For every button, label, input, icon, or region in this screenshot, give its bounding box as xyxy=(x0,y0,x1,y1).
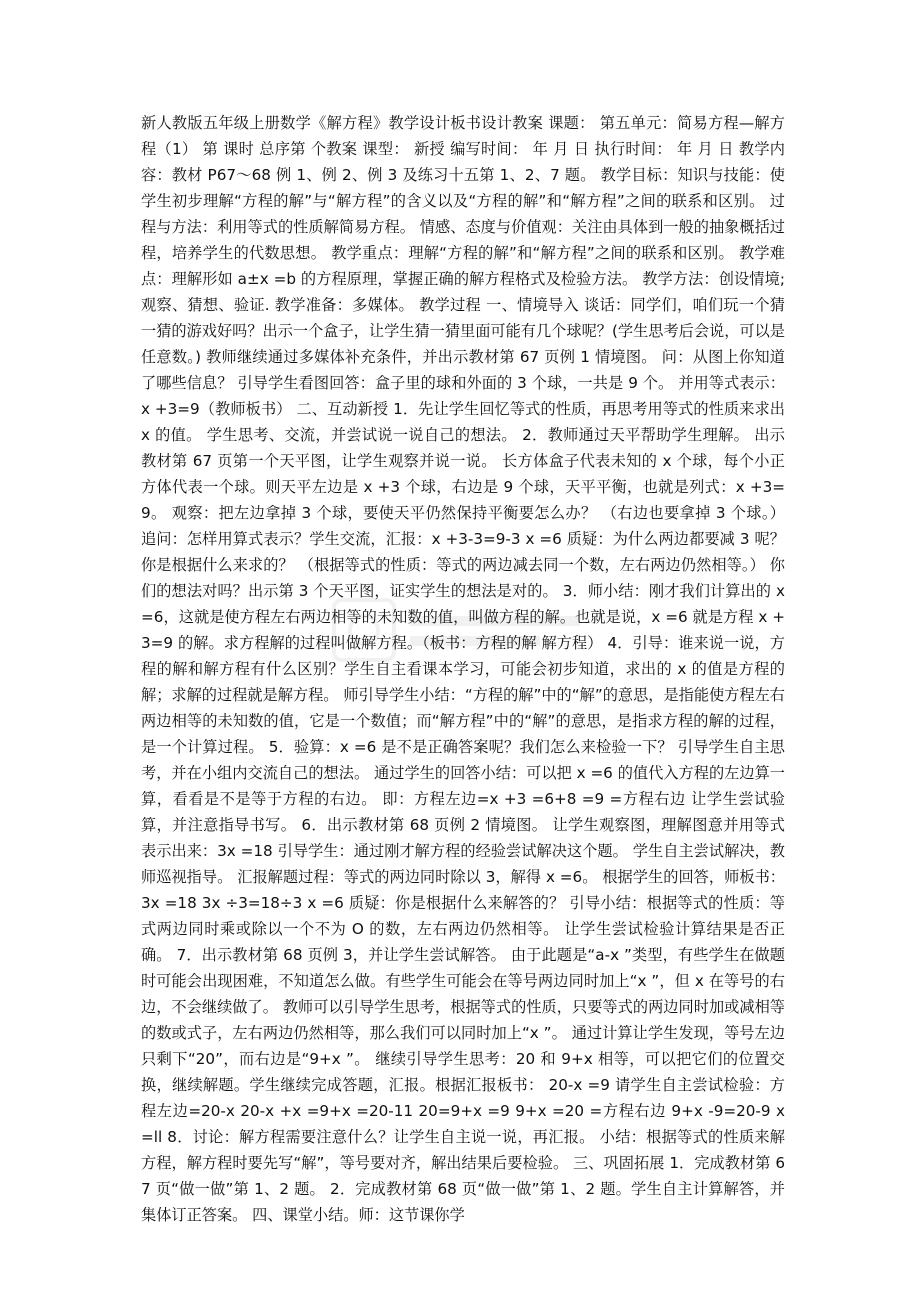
body-paragraph: 新人教版五年级上册数学《解方程》教学设计板书设计教案 课题： 第五单元：简易方程—解方程（1） 第 课时 总序第 个教案 课型： 新授 编写时间： 年 月 日 执行时间： 年 月 日 教学内容：教材 P67～68 例 1、例 2、例 3 及练习十五第 1、2、7 题。 教学目标：知识与技能：使学生初步理解“方程的解”与“解方程”的含义以及“方程的解”和“解方程”之间的联系和区别。 过程与方法：利用等式的性质解简易方程。 情感、态度与价值观：关注由具体到一般的抽象概括过程，培养学生的代数思想。 教学重点：理解“方程的解”和“解方程”之间的联系和区别。 教学难点：理解形如 a±x =b 的方程原理，掌握正确的解方程格式及检验方法。 教学方法：创设情境;观察、猜想、验证. 教学准备：多媒体。 教学过程 一、情境导入 谈话：同学们，咱们玩一个猜一猜的游戏好吗？出示一个盒子，让学生猜一猜里面可能有几个球呢？(学生思考后会说，可以是任意数。) 教师继续通过多媒体补充条件，并出示教材第 67 页例 1 情境图。 问：从图上你知道了哪些信息？ 引导学生看图回答：盒子里的球和外面的 3 个球，一共是 9 个。 并用等式表示：x +3=9（教师板书） 二、互动新授 1．先让学生回忆等式的性质，再思考用等式的性质来求出 x 的值。 学生思考、交流，并尝试说一说自己的想法。 2．教师通过天平帮助学生理解。 出示教材第 67 页第一个天平图，让学生观察并说一说。 长方体盒子代表未知的 x 个球，每个小正方体代表一个球。则天平左边是 x +3 个球，右边是 9 个球，天平平衡，也就是列式：x +3=9。 观察：把左边拿掉 3 个球，要使天平仍然保持平衡要怎么办？ （右边也要拿掉 3 个球。） 追问：怎样用算式表示？学生交流，汇报：x +3-3=9-3 x =6 质疑：为什么两边都要减 3 呢？你是根据什么来求的？ （根据等式的性质：等式的两边减去同一个数，左右两边仍然相等。） 你们的想法对吗？出示第 3 个天平图，证实学生的想法是对的。 3．师小结：刚才我们计算出的 x =6，这就是使方程左右两边相等的未知数的值，叫做方程的解。也就是说，x =6 就是方程 x +3=9 的解。求方程解的过程叫做解方程。（板书：方程的解 解方程） 4．引导：谁来说一说，方程的解和解方程有什么区别？学生自主看课本学习，可能会初步知道，求出的 x 的值是方程的解；求解的过程就是解方程。 师引导学生小结：“方程的解”中的“解”的意思，是指能使方程左右两边相等的未知数的值，它是一个数值；而“解方程”中的“解”的意思，是指求方程的解的过程，是一个计算过程。 5．验算：x =6 是不是正确答案呢？我们怎么来检验一下？ 引导学生自主思考，并在小组内交流自己的想法。 通过学生的回答小结：可以把 x =6 的值代入方程的左边算一算，看看是不是等于方程的右边。 即：方程左边=x +3 =6+8 =9 =方程右边 让学生尝试验算，并注意指导书写。 6．出示教材第 68 页例 2 情境图。 让学生观察图，理解图意并用等式表示出来：3x =18 引导学生：通过刚才解方程的经验尝试解决这个题。 学生自主尝试解决，教师巡视指导。 汇报解题过程：等式的两边同时除以 3，解得 x =6。 根据学生的回答，师板书：3x =18 3x ÷3=18÷3 x =6 质疑：你是根据什么来解答的？ 引导小结：根据等式的性质：等式两边同时乘或除以一个不为 O 的数，左右两边仍然相等。 让学生尝试检验计算结果是否正确。 7．出示教材第 68 页例 3，并让学生尝试解答。 由于此题是“a-x ”类型，有些学生在做题时可能会出现困难，不知道怎么做。有些学生可能会在等号两边同时加上“x ”，但 x 在等号的右边，不会继续做了。 教师可以引导学生思考，根据等式的性质，只要等式的两边同时加或减相等的数或式子，左右两边仍然相等，那么我们可以同时加上“x ”。 通过计算让学生发现，等号左边只剩下“20”，而右边是“9+x ”。 继续引导学生思考：20 和 9+x 相等，可以把它们的位置交换，继续解题。学生继续完成答题，汇报。根据汇报板书： 20-x =9 请学生自主尝试检验：方程左边=20-x 20-x +x =9+x =20-11 20=9+x =9 9+x =20 =方程右边 9+x -9=20-9 x =ll 8．讨论：解方程需要注意什么？让学生自主说一说，再汇报。 小结：根据等式的性质来解方程，解方程时要先写“解”，等号要对齐，解出结果后要检验。 三、巩固拓展 1．完成教材第 67 页“做一做”第 1、2 题。 2．完成教材第 68 页“做一做”第 1、2 题。学生自主计算解答，并集体订正答案。 四、课堂小结。师：这节课你学 xyxy=(141,114,785,1224)
document-body xyxy=(141,110,785,1228)
